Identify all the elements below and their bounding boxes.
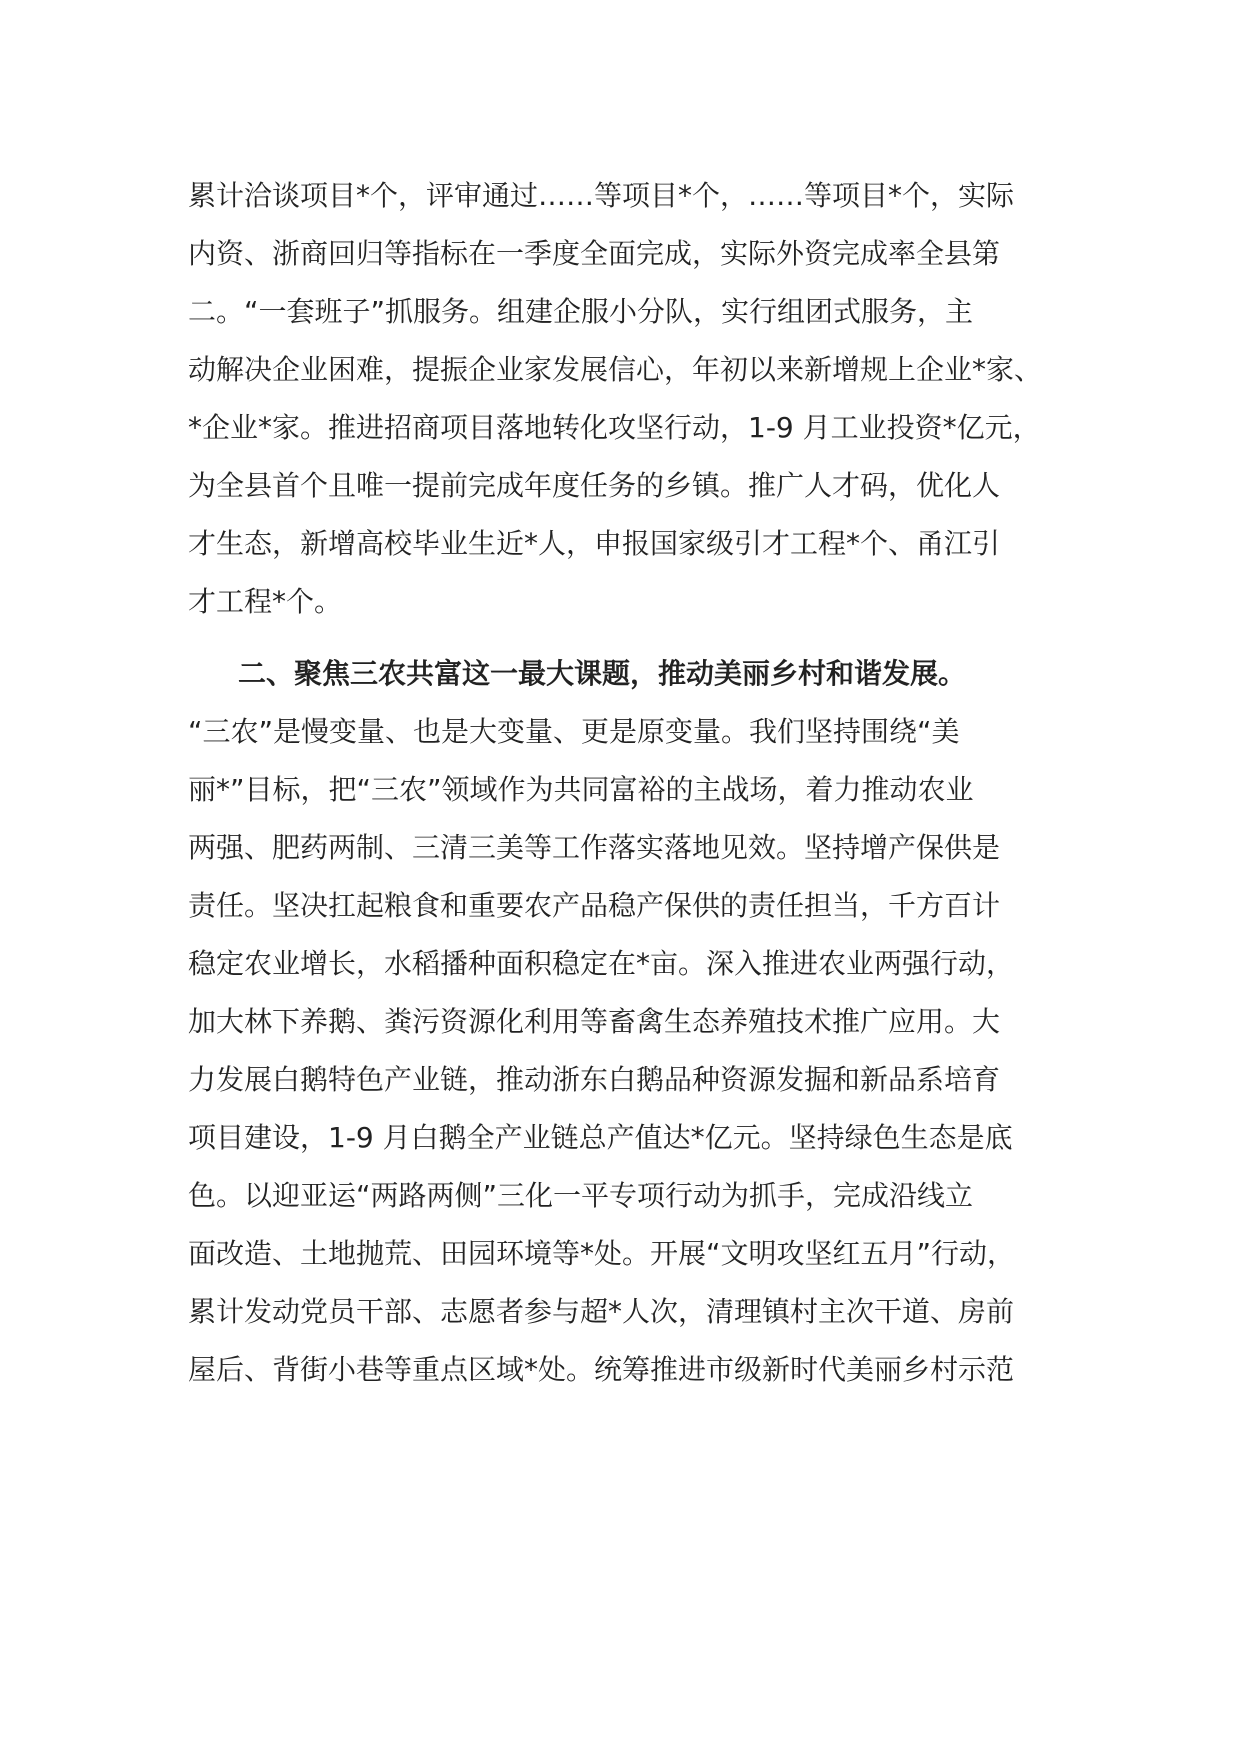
body-text-line: 项目建设，1-9 月白鹅全产业链总产值达*亿元。坚持绿色生态是底 [188, 1121, 1013, 1154]
body-text-line: 动解决企业困难，提振企业家发展信心，年初以来新增规上企业*家、 [188, 353, 1043, 386]
body-text-line: 两强、肥药两制、三清三美等工作落实落地见效。坚持增产保供是 [188, 831, 1001, 864]
body-text-line: *企业*家。推进招商项目落地转化攻坚行动，1-9 月工业投资*亿元， [188, 411, 1041, 444]
body-text-line: 二。“一套班子”抓服务。组建企服小分队，实行组团式服务，主 [188, 295, 974, 328]
body-text-line: 丽*”目标，把“三农”领域作为共同富裕的主战场，着力推动农业 [188, 773, 974, 806]
body-text-line: 才生态，新增高校毕业生近*人，申报国家级引才工程*个、甬江引 [188, 527, 1001, 560]
body-text-line: 累计发动党员干部、志愿者参与超*人次，清理镇村主次干道、房前 [188, 1295, 1015, 1328]
body-text-line: 稳定农业增长，水稻播种面积稳定在*亩。深入推进农业两强行动， [188, 947, 1015, 980]
body-text-line: 内资、浙商回归等指标在一季度全面完成，实际外资完成率全县第 [188, 237, 1001, 270]
body-text-line: 为全县首个且唯一提前完成年度任务的乡镇。推广人才码，优化人 [188, 469, 1001, 502]
body-text-line: 色。以迎亚运“两路两侧”三化一平专项行动为抓手，完成沿线立 [188, 1179, 974, 1212]
body-text-line: 累计洽谈项目*个，评审通过……等项目*个，……等项目*个，实际 [188, 179, 1015, 212]
body-text-line: “三农”是慢变量、也是大变量、更是原变量。我们坚持围绕“美 [188, 715, 960, 748]
body-text-line: 责任。坚决扛起粮食和重要农产品稳产保供的责任担当，千方百计 [188, 889, 1001, 922]
body-text-line: 屋后、背街小巷等重点区域*处。统筹推进市级新时代美丽乡村示范 [188, 1353, 1015, 1386]
body-text-line: 才工程*个。 [188, 585, 343, 618]
body-text-line: 力发展白鹅特色产业链，推动浙东白鹅品种资源发掘和新品系培育 [188, 1063, 1001, 1096]
body-text-line: 面改造、土地抛荒、田园环境等*处。开展“文明攻坚红五月”行动， [188, 1237, 1016, 1270]
body-text-line: 加大林下养鹅、粪污资源化利用等畜禽生态养殖技术推广应用。大 [188, 1005, 1001, 1038]
section-heading: 二、聚焦三农共富这一最大课题，推动美丽乡村和谐发展。 [238, 657, 967, 690]
